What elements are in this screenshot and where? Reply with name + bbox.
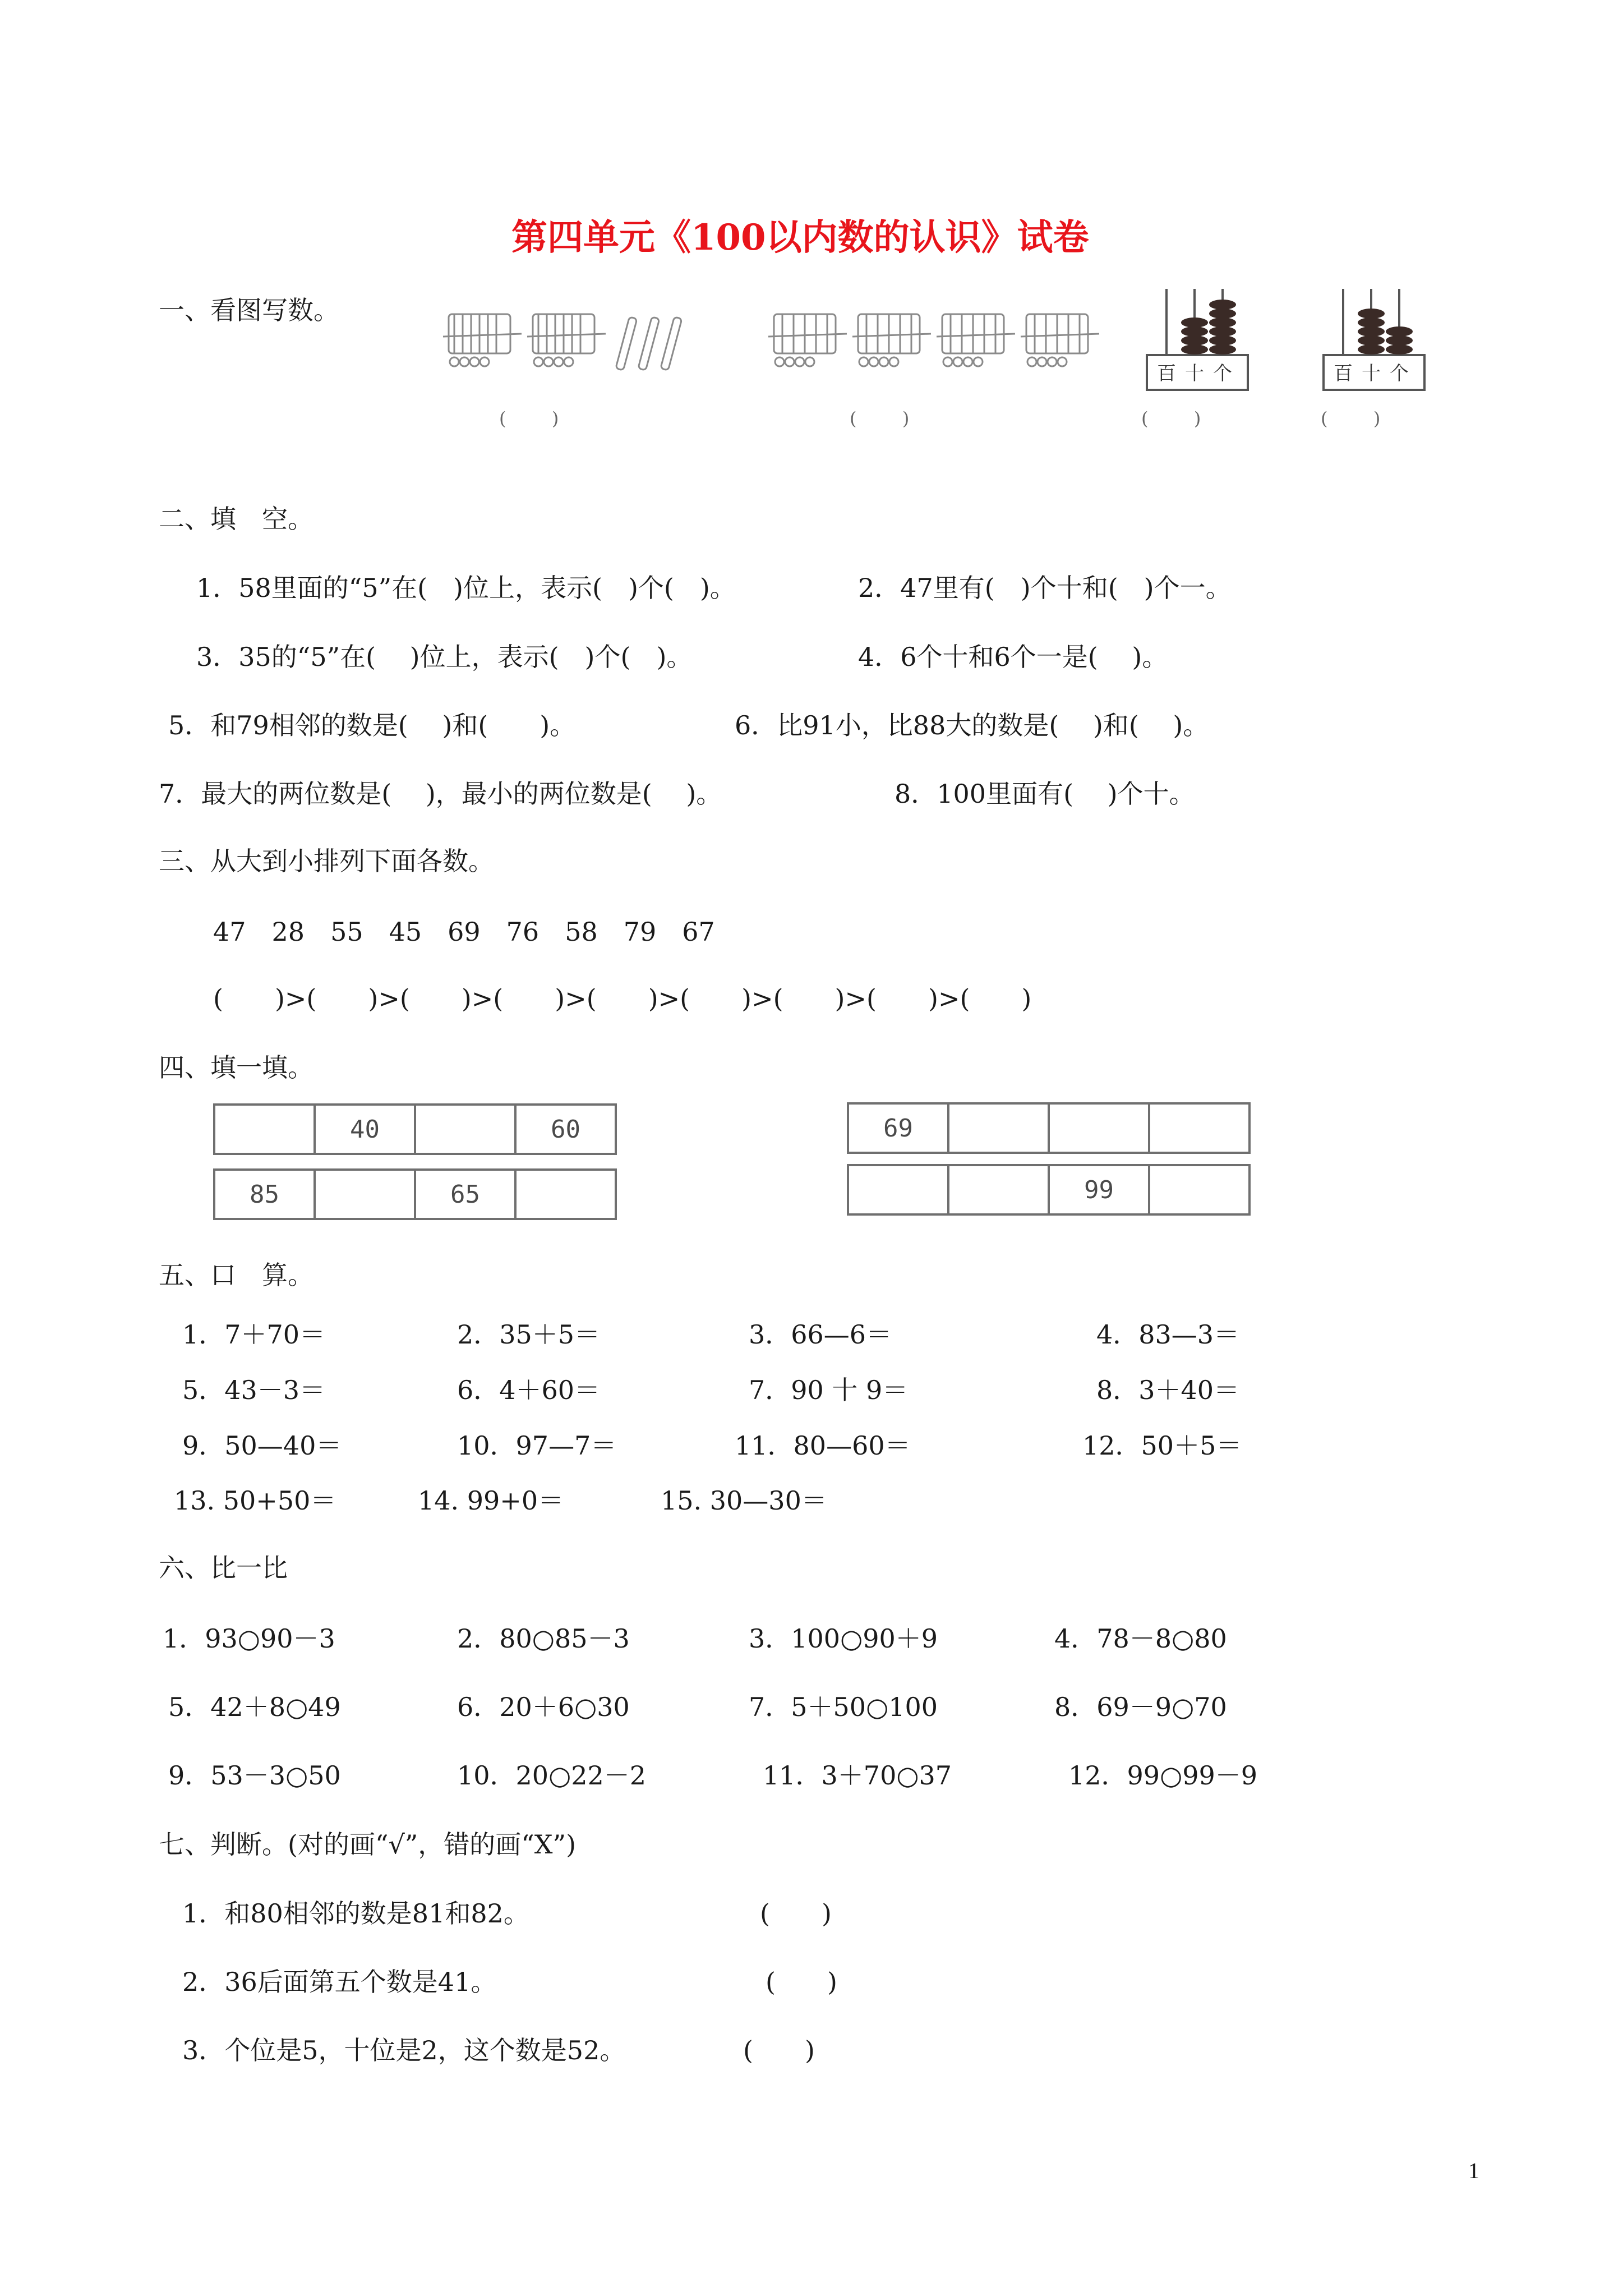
mental-math-item: 3．66—6＝ (749, 1319, 892, 1350)
judge-blank[interactable]: ( ) (743, 2035, 815, 2065)
abacus-label-ones: 个 (1213, 362, 1232, 385)
compare-item: 6．20＋6○30 (457, 1692, 630, 1722)
abacus-icon (1138, 283, 1256, 395)
stick-bundle-icon (852, 314, 931, 366)
mental-math-item: 1．7＋70＝ (182, 1319, 326, 1350)
stick-bundle-icon (768, 314, 847, 366)
abacus-label-hundreds: 百 (1334, 362, 1353, 385)
grid-cell: 40 (313, 1106, 414, 1153)
fill-blank-item: 5．和79相邻的数是( )和( )。 (168, 710, 576, 740)
compare-item: 2．80○85－3 (457, 1623, 630, 1654)
number-list: 47 28 55 45 69 76 58 79 67 (213, 917, 715, 947)
grid-cell: 85 (250, 1180, 279, 1209)
mental-math-item: 9．50—40＝ (182, 1430, 342, 1461)
stick-bundle-icon (1021, 314, 1099, 366)
abacus-label-ones: 个 (1390, 362, 1409, 385)
stick-bundle-icon (937, 314, 1015, 366)
stick-bundle-picture-1 (437, 303, 707, 376)
fill-blank-item: 7．最大的两位数是( )，最小的两位数是( )。 (159, 779, 722, 809)
abacus-label-hundreds: 百 (1157, 362, 1176, 385)
compare-item: 10．20○22－2 (457, 1760, 647, 1791)
fill-blank-item: 4．6个十和6个一是( )。 (858, 642, 1168, 672)
compare-item: 5．42＋8○49 (168, 1692, 341, 1722)
judge-item: 2．36后面第五个数是41。 (182, 1967, 497, 1997)
grid-cell: 99 (1048, 1166, 1148, 1213)
fill-blank-item: 3．35的“5”在( )位上，表示( )个( )。 (196, 642, 693, 672)
mental-math-item: 10．97—7＝ (457, 1430, 617, 1461)
compare-item: 1．93○90－3 (163, 1623, 335, 1654)
section-1-heading: 一、看图写数。 (159, 295, 339, 325)
grid-cell[interactable] (849, 1166, 947, 1213)
grid-cell: 65 (414, 1171, 514, 1218)
section-7-heading: 七、判断。(对的画“√”，错的画“X”) (159, 1829, 577, 1860)
compare-item: 3．100○90＋9 (749, 1623, 938, 1654)
answer-blank[interactable]: ( ) (499, 408, 559, 429)
stick-bundle-icon (443, 314, 522, 366)
number-grid-right-bottom (847, 1164, 1251, 1216)
compare-item: 11．3＋70○37 (763, 1760, 952, 1791)
page-number: 1 (1468, 2158, 1479, 2183)
section-3-heading: 三、从大到小排列下面各数。 (159, 846, 494, 876)
section-5-heading: 五、口 算。 (159, 1260, 313, 1290)
mental-math-item: 13. 50+50＝ (174, 1485, 336, 1516)
mental-math-item: 11．80—60＝ (735, 1430, 911, 1461)
mental-math-item: 5．43－3＝ (182, 1375, 326, 1405)
grid-cell[interactable] (514, 1171, 615, 1218)
answer-blank[interactable]: ( ) (1321, 408, 1381, 429)
answer-blank[interactable]: ( ) (1141, 408, 1201, 429)
number-grid-left-bottom (213, 1168, 617, 1220)
abacus-label-tens: 十 (1185, 362, 1204, 385)
compare-item: 7．5＋50○100 (749, 1692, 938, 1722)
mental-math-item: 12．50＋5＝ (1082, 1430, 1242, 1461)
mental-math-item: 7．90 十 9＝ (749, 1375, 909, 1405)
stick-bundle-picture-2 (763, 303, 1105, 376)
compare-item: 9．53－3○50 (168, 1760, 341, 1791)
ordering-blanks[interactable]: ( )>( )>( )>( )>( )>( )>( )>( )>( ) (213, 983, 1032, 1014)
grid-cell[interactable] (215, 1106, 313, 1153)
section-4-heading: 四、填一填。 (159, 1052, 313, 1083)
grid-cell[interactable] (947, 1105, 1048, 1152)
mental-math-item: 2．35＋5＝ (457, 1319, 601, 1350)
compare-item: 8．69－9○70 (1054, 1692, 1227, 1722)
mental-math-item: 15. 30—30＝ (661, 1485, 827, 1516)
grid-cell: 69 (883, 1114, 913, 1143)
number-grid-left-top (213, 1103, 617, 1155)
abacus-label-tens: 十 (1362, 362, 1381, 385)
grid-cell[interactable] (1148, 1105, 1248, 1152)
grid-cell[interactable] (313, 1171, 414, 1218)
mental-math-item: 6．4＋60＝ (457, 1375, 601, 1405)
section-2-heading: 二、填 空。 (159, 504, 313, 534)
answer-blank[interactable]: ( ) (850, 408, 910, 429)
fill-blank-item: 6．比91小，比88大的数是( )和( )。 (735, 710, 1209, 740)
fill-blank-item: 8．100里面有( )个十。 (895, 779, 1195, 809)
grid-cell[interactable] (1148, 1166, 1248, 1213)
abacus-icon (1315, 283, 1433, 395)
grid-cell[interactable] (947, 1166, 1048, 1213)
grid-cell[interactable] (414, 1106, 514, 1153)
section-6-heading: 六、比一比 (159, 1553, 288, 1583)
number-grid-right-top (847, 1102, 1251, 1154)
stick-bundle-icon (527, 314, 606, 366)
judge-item: 3．个位是5，十位是2，这个数是52。 (182, 2035, 626, 2065)
judge-item: 1．和80相邻的数是81和82。 (182, 1898, 529, 1929)
mental-math-item: 14. 99+0＝ (418, 1485, 564, 1516)
fill-blank-item: 2．47里有( )个十和( )个一。 (858, 573, 1232, 603)
compare-item: 4．78－8○80 (1054, 1623, 1227, 1654)
mental-math-item: 8．3＋40＝ (1096, 1375, 1240, 1405)
judge-blank[interactable]: ( ) (766, 1967, 837, 1997)
compare-item: 12．99○99－9 (1068, 1760, 1258, 1791)
fill-blank-item: 1．58里面的“5”在( )位上，表示( )个( )。 (196, 573, 736, 603)
grid-cell[interactable] (1048, 1105, 1148, 1152)
page-title: 第四单元《100以内数的认识》试卷 (511, 217, 1089, 259)
judge-blank[interactable]: ( ) (760, 1898, 832, 1929)
grid-cell: 60 (514, 1106, 615, 1153)
mental-math-item: 4．83—3＝ (1096, 1319, 1240, 1350)
